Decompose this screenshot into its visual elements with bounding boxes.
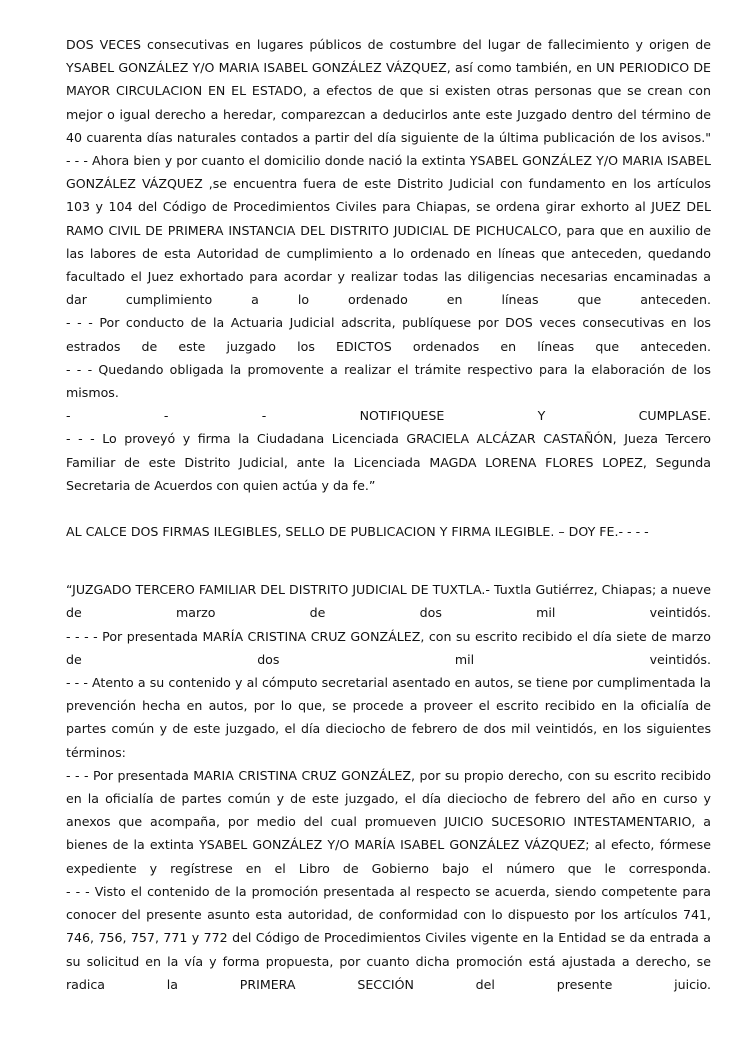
paragraph-edict-publication: DOS VECES consecutivas en lugares públicos de costumbre del lugar de fallecimiento y origen de YSABEL GONZÁLEZ Y/O MARIA ISABEL GONZÁLEZ VÁZQUEZ, así como también, en UN PERIODICO DE MAYOR CIRCULACION EN EL ESTADO, a efectos de que si existen otras personas que se crean con mejor o igual derecho a heredar, comparezcan a deducirlos ante este Juzgado dentro del término de 40 cuarenta días naturales contados a partir del día siguiente de la última publicación de los avisos." xyxy=(66,37,711,145)
paragraph-actuaria: - - - Por conducto de la Actuaria Judicial adscrita, publíquese por DOS veces consecutivas en los estrados de este juzgado los EDICTOS ordenados en líneas que anteceden. xyxy=(66,315,711,354)
paragraph-juzgado-header: “JUZGADO TERCERO FAMILIAR DEL DISTRITO JUDICIAL DE TUXTLA.- Tuxtla Gutiérrez, Chiapas; a nueve de marzo de dos mil veintidós. xyxy=(66,582,711,621)
paragraph-atento: - - - Atento a su contenido y al cómputo secretarial asentado en autos, se tiene por cumplimentada la prevención hecha en autos, por lo que, se procede a proveer el escrito recibido en la oficialía de partes común y de este juzgado, el día dieciocho de febrero de dos mil veintidós, en los siguientes términos: xyxy=(66,675,711,760)
paragraph-exhorto: - - - Ahora bien y por cuanto el domicilio donde nació la extinta YSABEL GONZÁLEZ Y/O MARIA ISABEL GONZÁLEZ VÁZQUEZ ,se encuentra fuera de este Distrito Judicial con fundamento en los artículos 103 y 104 del Código de Procedimientos Civiles para Chiapas, se ordena girar exhorto al JUEZ DEL RAMO CIVIL DE PRIMERA INSTANCIA DEL DISTRITO JUDICIAL DE PICHUCALCO, para que en auxilio de las labores de esta Autoridad de cumplimiento a lo ordenado en líneas que anteceden, quedando facultado el Juez exhortado para acordar y realizar todas las diligencias necesarias encaminadas a dar cumplimiento a lo ordenado en líneas que anteceden. xyxy=(66,153,711,308)
spacer xyxy=(66,497,711,520)
paragraph-juicio-sucesorio: - - - Por presentada MARIA CRISTINA CRUZ GONZÁLEZ, por su propio derecho, con su escrito recibido en la oficialía de partes común y de este juzgado, el día dieciocho de febrero del año en curso y anexos que acompaña, por medio del cual promueven JUICIO SUCESORIO INTESTAMENTARIO, a bienes de la extinta YSABEL GONZÁLEZ Y/O MARÍA ISABEL GONZÁLEZ VÁZQUEZ; al efecto, fórmese expediente y regístrese en el Libro de Gobierno bajo el número que le corresponda. xyxy=(66,767,711,876)
spacer xyxy=(66,543,711,578)
paragraph-signature: - - - Lo proveyó y firma la Ciudadana Licenciada GRACIELA ALCÁZAR CASTAÑÓN, Jueza Tercero Familiar de este Distrito Judicial, ante la Licenciada MAGDA LORENA FLORES LOPEZ, Segunda Secretaria de Acuerdos con quien actúa y da fe.” xyxy=(66,431,711,493)
paragraph-visto: - - - Visto el contenido de la promoción presentada al respecto se acuerda, siendo competente para conocer del presente asunto esta autoridad, de conformidad con lo dispuesto por los artículos 741, 746, 756, 757, 771 y 772 del Código de Procedimientos Civiles vigente en la Entidad se da entrada a su solicitud en la vía y forma propuesta, por cuanto dicha promoción está ajustada a derecho, se radica la PRIMERA SECCIÓN del presente juicio. xyxy=(66,883,711,992)
paragraph-notifiquese: - - - NOTIFIQUESE Y CUMPLASE. xyxy=(66,408,711,424)
paragraph-al-calce: AL CALCE DOS FIRMAS ILEGIBLES, SELLO DE PUBLICACION Y FIRMA ILEGIBLE. – DOY FE.- - - - xyxy=(66,524,649,540)
paragraph-presentada: - - - - Por presentada MARÍA CRISTINA CRUZ GONZÁLEZ, con su escrito recibido el día siete de marzo de dos mil veintidós. xyxy=(66,628,711,667)
document-page xyxy=(66,33,711,996)
paragraph-promovente: - - - Quedando obligada la promovente a realizar el trámite respectivo para la elaboración de los mismos. xyxy=(66,361,711,401)
